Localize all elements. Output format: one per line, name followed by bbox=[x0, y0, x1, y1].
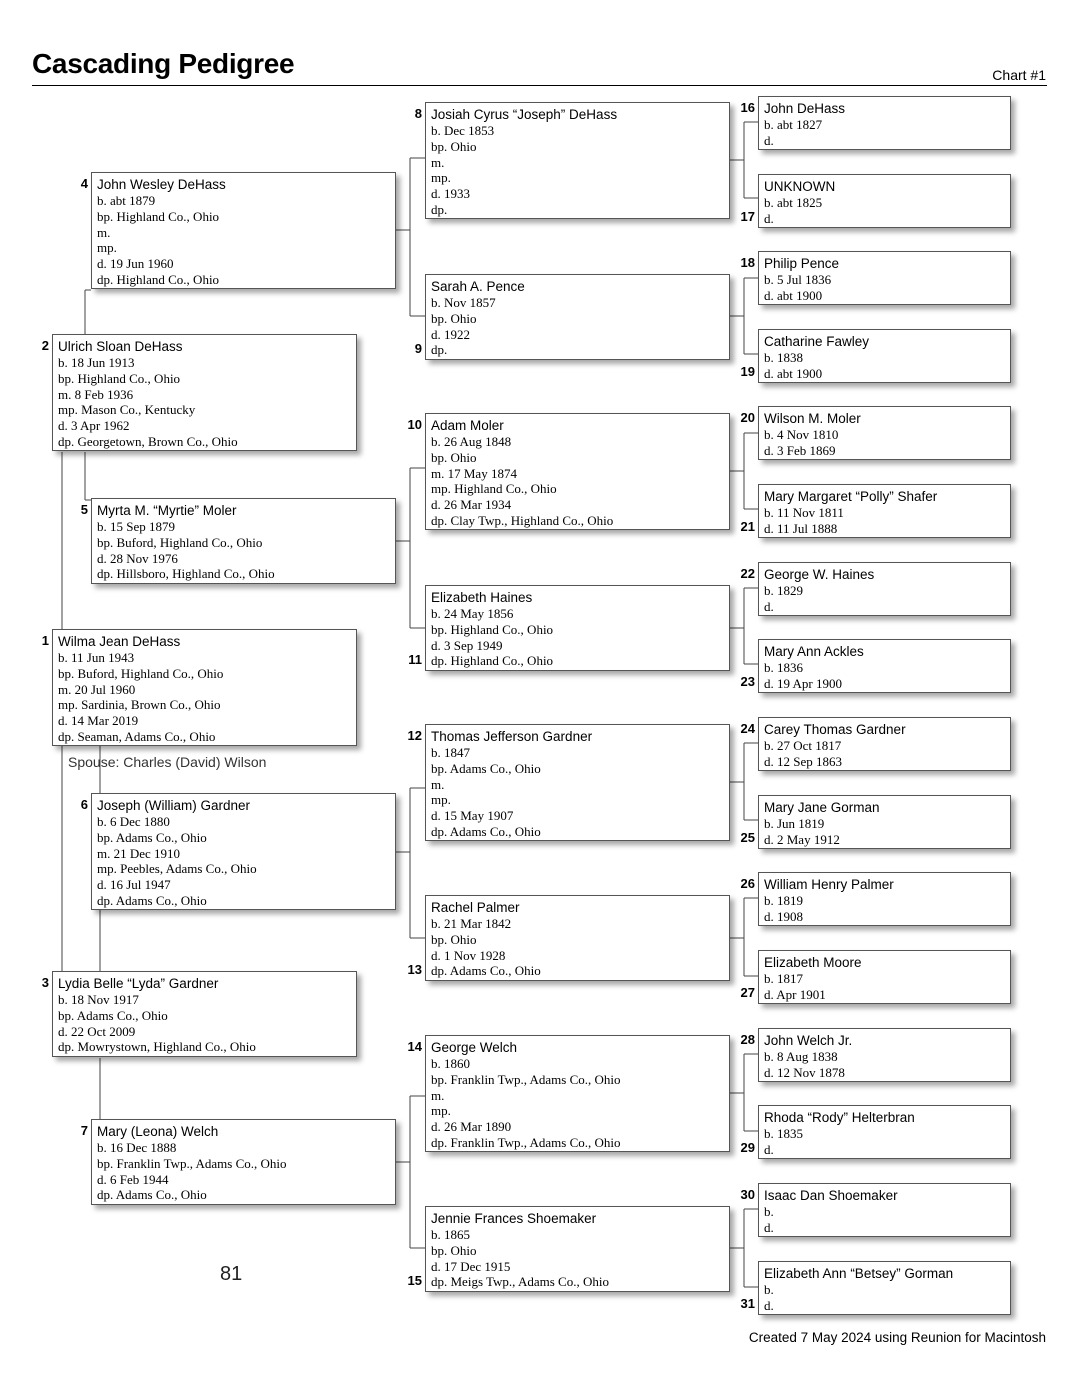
person-name: John Welch Jr. bbox=[764, 1033, 853, 1048]
person-detail: bp. Adams Co., Ohio bbox=[58, 1007, 168, 1023]
person-number: 19 bbox=[740, 364, 755, 379]
person-box bbox=[758, 639, 1011, 693]
person-detail: d. abt 1900 bbox=[764, 365, 823, 381]
person-detail: dp. Highland Co., Ohio bbox=[97, 271, 220, 287]
person-detail: b. 1865 bbox=[431, 1227, 470, 1242]
person-box bbox=[758, 96, 1011, 150]
person-name: Mary Ann Ackles bbox=[764, 644, 864, 659]
person-detail: m. bbox=[431, 776, 445, 792]
person-detail: d. 11 Jul 1888 bbox=[764, 520, 838, 536]
person-detail: d. bbox=[764, 210, 774, 226]
person-name: Sarah A. Pence bbox=[431, 279, 525, 294]
person-number: 17 bbox=[740, 209, 755, 224]
person-box bbox=[425, 895, 730, 981]
person-number: 13 bbox=[407, 962, 422, 977]
person-number: 3 bbox=[41, 975, 49, 990]
person-detail: d. abt 1900 bbox=[764, 287, 823, 303]
person-name: Elizabeth Ann “Betsey” Gorman bbox=[764, 1266, 954, 1281]
person-box bbox=[425, 1206, 730, 1292]
person-name: Joseph (William) Gardner bbox=[97, 798, 251, 813]
person-name: Philip Pence bbox=[764, 256, 840, 271]
person-detail: dp. Hillsboro, Highland Co., Ohio bbox=[97, 566, 275, 582]
person-number: 4 bbox=[80, 176, 88, 191]
person-number: 22 bbox=[740, 566, 755, 581]
person-name: John DeHass bbox=[764, 101, 846, 116]
person-detail: d. 12 Sep 1863 bbox=[764, 753, 842, 769]
person-number: 29 bbox=[740, 1140, 755, 1155]
person-detail: bp. Highland Co., Ohio bbox=[97, 208, 220, 224]
person-detail: mp. bbox=[431, 1103, 451, 1119]
person-name: John Wesley DeHass bbox=[97, 177, 226, 192]
person-detail: b. abt 1879 bbox=[97, 193, 156, 208]
person-detail: mp. Highland Co., Ohio bbox=[431, 481, 557, 497]
person-detail: dp. Franklin Twp., Adams Co., Ohio bbox=[431, 1134, 621, 1150]
person-box bbox=[91, 172, 396, 289]
person-detail: d. 1 Nov 1928 bbox=[431, 947, 506, 963]
person-detail: b. 26 Aug 1848 bbox=[431, 434, 512, 449]
person-name: Mary Jane Gorman bbox=[764, 800, 880, 815]
person-detail: d. 22 Oct 2009 bbox=[58, 1023, 136, 1039]
person-box bbox=[758, 562, 1011, 616]
person-box bbox=[758, 1261, 1011, 1315]
person-number: 8 bbox=[414, 106, 422, 121]
person-detail: mp. bbox=[431, 170, 451, 186]
footer-credit: Created 7 May 2024 using Reunion for Macintosh bbox=[748, 1330, 1046, 1345]
person-name: Thomas Jefferson Gardner bbox=[431, 729, 593, 744]
person-detail: dp. Adams Co., Ohio bbox=[431, 963, 541, 979]
person-name: Mary Margaret “Polly” Shafer bbox=[764, 489, 938, 504]
person-detail: b. Nov 1857 bbox=[431, 295, 496, 310]
person-detail: mp. bbox=[97, 240, 117, 256]
person-detail: d. 16 Jul 1947 bbox=[97, 877, 171, 893]
person-detail: m. 17 May 1874 bbox=[431, 465, 517, 481]
person-detail: dp. Seaman, Adams Co., Ohio bbox=[58, 728, 216, 744]
person-number: 9 bbox=[414, 341, 422, 356]
person-detail: d. 1922 bbox=[431, 326, 470, 342]
chart-number: Chart #1 bbox=[992, 67, 1046, 83]
person-detail: b. 8 Aug 1838 bbox=[764, 1049, 838, 1064]
person-detail: b. 24 May 1856 bbox=[431, 606, 514, 621]
person-detail: m. bbox=[431, 1087, 445, 1103]
person-detail: d. bbox=[764, 1297, 774, 1313]
person-detail: m. bbox=[431, 154, 445, 170]
person-detail: b. 1819 bbox=[764, 893, 803, 908]
person-box bbox=[425, 1035, 730, 1152]
person-box bbox=[758, 174, 1011, 228]
person-detail: bp. Buford, Highland Co., Ohio bbox=[97, 534, 263, 550]
person-name: Carey Thomas Gardner bbox=[764, 722, 906, 737]
person-detail: dp. bbox=[431, 201, 448, 217]
person-detail: b. 11 Nov 1811 bbox=[764, 505, 844, 520]
person-number: 1 bbox=[41, 633, 49, 648]
person-number: 16 bbox=[740, 100, 755, 115]
person-detail: b. 16 Dec 1888 bbox=[97, 1140, 177, 1155]
person-detail: d. 3 Apr 1962 bbox=[58, 418, 130, 434]
person-name: Wilson M. Moler bbox=[764, 411, 861, 426]
person-name: George Welch bbox=[431, 1040, 518, 1055]
person-name: Adam Moler bbox=[431, 418, 504, 433]
person-detail: bp. Adams Co., Ohio bbox=[97, 829, 207, 845]
person-detail: bp. Franklin Twp., Adams Co., Ohio bbox=[97, 1155, 287, 1171]
person-box bbox=[758, 1183, 1011, 1237]
person-detail: d. 19 Apr 1900 bbox=[764, 675, 842, 691]
person-box bbox=[758, 717, 1011, 771]
person-box bbox=[425, 413, 730, 530]
person-box bbox=[758, 406, 1011, 460]
person-detail: b. 15 Sep 1879 bbox=[97, 519, 175, 534]
person-detail: b. 5 Jul 1836 bbox=[764, 272, 832, 287]
person-detail: dp. Adams Co., Ohio bbox=[97, 892, 207, 908]
person-number: 23 bbox=[740, 674, 755, 689]
person-detail: d. 3 Feb 1869 bbox=[764, 442, 836, 458]
person-detail: mp. bbox=[431, 792, 451, 808]
person-detail: b. Jun 1819 bbox=[764, 816, 825, 831]
person-detail: m. 21 Dec 1910 bbox=[97, 845, 181, 861]
person-detail: bp. Ohio bbox=[431, 931, 477, 947]
person-number: 18 bbox=[740, 255, 755, 270]
person-detail: mp. Peebles, Adams Co., Ohio bbox=[97, 861, 257, 877]
person-number: 30 bbox=[740, 1187, 755, 1202]
person-number: 11 bbox=[408, 652, 422, 667]
person-detail: b. 1836 bbox=[764, 660, 803, 675]
person-detail: d. 14 Mar 2019 bbox=[58, 713, 139, 729]
person-name: Lydia Belle “Lyda” Gardner bbox=[58, 976, 219, 991]
person-number: 12 bbox=[407, 728, 422, 743]
person-name: Josiah Cyrus “Joseph” DeHass bbox=[431, 107, 618, 122]
person-detail: b. 1838 bbox=[764, 350, 803, 365]
person-name: Rhoda “Rody” Helterbran bbox=[764, 1110, 915, 1125]
person-detail: dp. bbox=[431, 342, 448, 358]
person-box bbox=[758, 950, 1011, 1004]
person-number: 14 bbox=[407, 1039, 422, 1054]
person-detail: b. 4 Nov 1810 bbox=[764, 427, 839, 442]
page-number: 81 bbox=[220, 1263, 243, 1285]
person-detail: dp. Clay Twp., Highland Co., Ohio bbox=[431, 512, 614, 528]
person-detail: b. 6 Dec 1880 bbox=[97, 814, 170, 829]
person-detail: m. 20 Jul 1960 bbox=[58, 681, 136, 697]
person-detail: d. 12 Nov 1878 bbox=[764, 1064, 845, 1080]
person-number: 24 bbox=[740, 721, 755, 736]
person-detail: dp. Meigs Twp., Adams Co., Ohio bbox=[431, 1274, 609, 1290]
person-name: Wilma Jean DeHass bbox=[58, 634, 181, 649]
person-detail: b. bbox=[764, 1204, 774, 1219]
person-detail: dp. Adams Co., Ohio bbox=[97, 1187, 207, 1203]
person-detail: b. 1835 bbox=[764, 1126, 803, 1141]
person-detail: bp. Buford, Highland Co., Ohio bbox=[58, 665, 224, 681]
person-detail: d. bbox=[764, 1141, 774, 1157]
person-detail: b. 1860 bbox=[431, 1056, 470, 1071]
person-detail: d. 28 Nov 1976 bbox=[97, 550, 178, 566]
person-name: George W. Haines bbox=[764, 567, 875, 582]
person-name: Jennie Frances Shoemaker bbox=[431, 1211, 597, 1226]
person-detail: b. bbox=[764, 1282, 774, 1297]
person-detail: b. 21 Mar 1842 bbox=[431, 916, 512, 931]
person-number: 7 bbox=[80, 1123, 88, 1138]
person-box bbox=[52, 334, 357, 451]
person-detail: d. bbox=[764, 598, 774, 614]
person-detail: d. 3 Sep 1949 bbox=[431, 637, 503, 653]
person-detail: b. 11 Jun 1943 bbox=[58, 650, 135, 665]
person-name: Elizabeth Haines bbox=[431, 590, 533, 605]
person-detail: d. 2 May 1912 bbox=[764, 831, 840, 847]
person-name: Isaac Dan Shoemaker bbox=[764, 1188, 898, 1203]
person-box bbox=[91, 1119, 396, 1205]
person-box bbox=[758, 1105, 1011, 1159]
person-detail: d. Apr 1901 bbox=[764, 986, 826, 1002]
person-number: 2 bbox=[41, 338, 49, 353]
person-detail: b. 18 Jun 1913 bbox=[58, 355, 135, 370]
person-detail: d. 1933 bbox=[431, 186, 470, 202]
person-detail: bp. Ohio bbox=[431, 1242, 477, 1258]
person-box bbox=[758, 484, 1011, 538]
person-detail: b. 1829 bbox=[764, 583, 803, 598]
person-detail: b. abt 1825 bbox=[764, 195, 823, 210]
person-detail: d. 15 May 1907 bbox=[431, 808, 514, 824]
person-detail: mp. Mason Co., Kentucky bbox=[58, 402, 196, 418]
person-number: 5 bbox=[80, 502, 88, 517]
person-name: Rachel Palmer bbox=[431, 900, 520, 915]
person-box bbox=[52, 971, 357, 1057]
person-name: Elizabeth Moore bbox=[764, 955, 862, 970]
person-detail: b. 1847 bbox=[431, 745, 470, 760]
person-box bbox=[91, 498, 396, 584]
person-detail: d. 26 Mar 1890 bbox=[431, 1119, 512, 1135]
person-number: 27 bbox=[740, 985, 755, 1000]
person-detail: bp. Adams Co., Ohio bbox=[431, 760, 541, 776]
person-detail: d. 19 Jun 1960 bbox=[97, 256, 174, 272]
person-box bbox=[425, 274, 730, 360]
person-detail: bp. Ohio bbox=[431, 310, 477, 326]
person-number: 25 bbox=[740, 830, 755, 845]
person-number: 28 bbox=[740, 1032, 755, 1047]
person-box bbox=[425, 102, 730, 219]
person-detail: m. 8 Feb 1936 bbox=[58, 386, 134, 402]
person-detail: b. 27 Oct 1817 bbox=[764, 738, 842, 753]
person-name: Myrta M. “Myrtie” Moler bbox=[97, 503, 237, 518]
person-detail: b. abt 1827 bbox=[764, 117, 823, 132]
person-detail: m. bbox=[97, 224, 111, 240]
person-name: Mary (Leona) Welch bbox=[97, 1124, 219, 1139]
person-name: UNKNOWN bbox=[764, 179, 836, 194]
person-detail: dp. Georgetown, Brown Co., Ohio bbox=[58, 433, 238, 449]
person-box bbox=[425, 724, 730, 841]
person-detail: d. 26 Mar 1934 bbox=[431, 497, 512, 513]
person-detail: d. 6 Feb 1944 bbox=[97, 1171, 169, 1187]
person-detail: d. 17 Dec 1915 bbox=[431, 1258, 511, 1274]
person-box bbox=[758, 795, 1011, 849]
person-box bbox=[758, 872, 1011, 926]
person-box bbox=[91, 793, 396, 910]
person-number: 15 bbox=[407, 1273, 422, 1288]
person-number: 6 bbox=[80, 797, 88, 812]
person-box bbox=[758, 1028, 1011, 1082]
person-detail: dp. Mowrystown, Highland Co., Ohio bbox=[58, 1039, 256, 1055]
person-box bbox=[52, 629, 357, 746]
person-name: William Henry Palmer bbox=[764, 877, 894, 892]
person-detail: b. 18 Nov 1917 bbox=[58, 992, 139, 1007]
person-detail: d. 1908 bbox=[764, 908, 803, 924]
person-detail: bp. Ohio bbox=[431, 449, 477, 465]
person-box bbox=[758, 329, 1011, 383]
person-number: 10 bbox=[407, 417, 422, 432]
person-detail: mp. Sardinia, Brown Co., Ohio bbox=[58, 697, 221, 713]
person-detail: bp. Ohio bbox=[431, 138, 477, 154]
person-box bbox=[758, 251, 1011, 305]
person-box bbox=[425, 585, 730, 671]
person-detail: dp. Adams Co., Ohio bbox=[431, 823, 541, 839]
person-detail: bp. Highland Co., Ohio bbox=[431, 621, 554, 637]
person-number: 26 bbox=[740, 876, 755, 891]
page-title: Cascading Pedigree bbox=[32, 48, 295, 79]
person-detail: d. bbox=[764, 132, 774, 148]
spouse-note: Spouse: Charles (David) Wilson bbox=[68, 754, 267, 770]
person-number: 20 bbox=[740, 410, 755, 425]
person-name: Catharine Fawley bbox=[764, 334, 870, 349]
person-detail: d. bbox=[764, 1219, 774, 1235]
person-detail: b. 1817 bbox=[764, 971, 803, 986]
person-name: Ulrich Sloan DeHass bbox=[58, 339, 183, 354]
person-detail: dp. Highland Co., Ohio bbox=[431, 653, 554, 669]
person-number: 21 bbox=[740, 519, 755, 534]
person-detail: b. Dec 1853 bbox=[431, 123, 495, 138]
person-detail: bp. Highland Co., Ohio bbox=[58, 370, 181, 386]
person-detail: bp. Franklin Twp., Adams Co., Ohio bbox=[431, 1071, 621, 1087]
person-number: 31 bbox=[740, 1296, 755, 1311]
